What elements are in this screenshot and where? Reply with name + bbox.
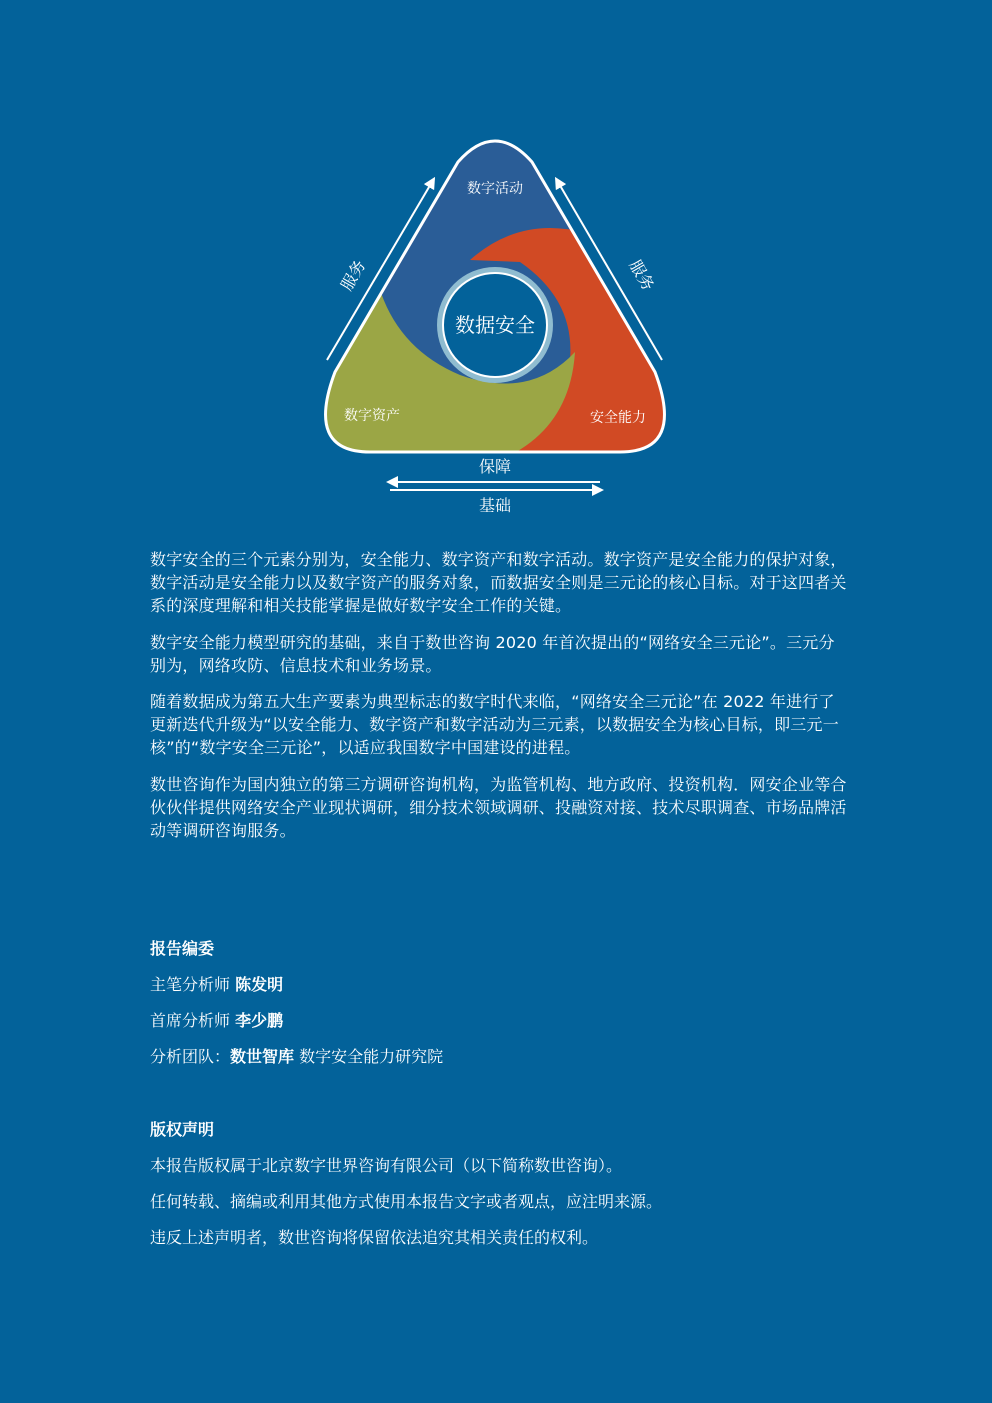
center-label: 数据安全 (455, 313, 535, 337)
paragraph-1: 数字安全的三个元素分别为，安全能力、数字资产和数字活动。数字资产是安全能力的保护对象，数字活动是安全能力以及数字资产的服务对象，而数据安全则是三元论的核心目标。对于这四者关系的深度理解和相关技能掌握是做好数字安全工作的关键。 (150, 550, 847, 615)
lead-analyst-line (150, 1010, 283, 1032)
paragraph-2: 数字安全能力模型研究的基础，来自于数世咨询 2020 年首次提出的“网络安全三元论”。三元分别为，网络攻防、信息技术和业务场景。 (150, 633, 835, 675)
left-arrow-label: 服务 (337, 256, 370, 294)
copyright-line-1: 本报告版权属于北京数字世界咨询有限公司（以下简称数世咨询）。 (150, 1156, 623, 1175)
analysis-team-unit: 数字安全能力研究院 (299, 1047, 444, 1066)
copyright-heading: 版权声明 (150, 1120, 215, 1139)
analysis-team-label: 分析团队： (150, 1047, 231, 1066)
lead-analyst-label: 首席分析师 (150, 1011, 231, 1030)
node-top-label: 数字活动 (467, 181, 523, 197)
analysis-team-org: 数世智库 (230, 1047, 295, 1066)
bottom-top-label: 保障 (478, 457, 512, 476)
lead-analyst-name: 李少鹏 (235, 1011, 284, 1030)
chief-analyst-label: 主笔分析师 (150, 975, 231, 994)
right-arrow-label: 服务 (625, 256, 658, 294)
paragraph-4: 数世咨询作为国内独立的第三方调研咨询机构，为监管机构、地方政府、投资机构．网安企业等合伙伙伴提供网络安全产业现状调研，细分技术领域调研、投融资对接、技术尽职调查、市场品牌活动等调研咨询服务。 (150, 775, 847, 840)
node-left-label: 数字资产 (344, 408, 400, 424)
three-element-diagram (0, 0, 992, 540)
paragraph-3: 随着数据成为第五大生产要素为典型标志的数字时代来临，“网络安全三元论”在 2022 年进行了更新迭代升级为“以安全能力、数字资产和数字活动为三元素，以数据安全为核心目标，即三元一核”的“数字安全三元论”，以适应我国数字中国建设的进程。 (150, 692, 839, 757)
copyright-line-3: 违反上述声明者，数世咨询将保留依法追究其相关责任的权利。 (150, 1228, 599, 1247)
node-right-label: 安全能力 (590, 410, 646, 426)
bottom-bottom-label: 基础 (478, 496, 512, 515)
editorial-heading: 报告编委 (150, 939, 215, 958)
copyright-line-2: 任何转载、摘编或利用其他方式使用本报告文字或者观点，应注明来源。 (150, 1192, 663, 1211)
chief-analyst-name: 陈发明 (235, 975, 284, 994)
analysis-team-line (150, 1046, 443, 1068)
chief-analyst-line (150, 974, 283, 996)
